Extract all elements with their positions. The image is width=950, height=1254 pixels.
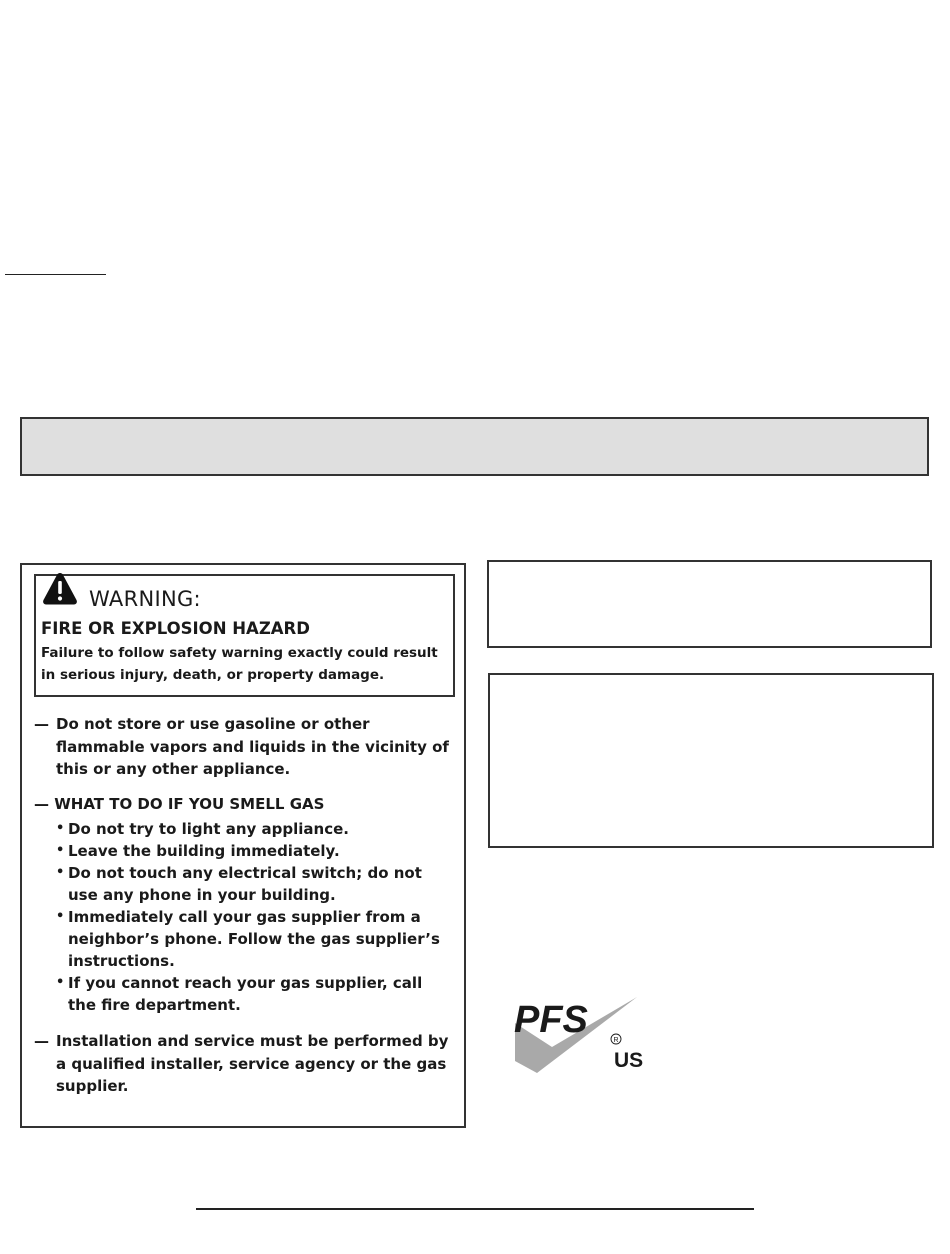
- warning-title: WARNING:: [89, 587, 201, 611]
- smell-gas-heading: — WHAT TO DO IF YOU SMELL GAS: [34, 795, 325, 813]
- dash-marker: —: [34, 1032, 49, 1050]
- list-item: • Do not try to light any appliance.: [56, 818, 452, 840]
- warning-triangle-icon: [42, 572, 78, 606]
- region-text: US: [614, 1049, 644, 1072]
- gray-banner: [20, 417, 929, 476]
- info-box-top: [487, 560, 932, 648]
- list-item: • Leave the building immediately.: [56, 840, 452, 862]
- info-box-middle: [488, 673, 934, 848]
- list-item: • If you cannot reach your gas supplier, call the fire department.: [56, 972, 452, 1016]
- list-item: • Immediately call your gas supplier from a neighbor’s phone. Follow the gas supplier’s instructions.: [56, 906, 452, 972]
- top-short-rule: [5, 274, 106, 275]
- list-item: • Do not touch any electrical switch; do not use any phone in your building.: [56, 862, 452, 906]
- smell-gas-steps: [56, 818, 452, 1016]
- warning-item-text: Do not store or use gasoline or other flammable vapors and liquids in the vicinity of this or any other appliance.: [56, 715, 449, 778]
- dash-marker: —: [34, 715, 49, 733]
- warning-item-vapors: [34, 713, 454, 781]
- hazard-heading: FIRE OR EXPLOSION HAZARD: [41, 619, 310, 638]
- registered-mark: R: [613, 1037, 619, 1044]
- pfs-certification-logo: [512, 995, 644, 1075]
- hazard-description: Failure to follow safety warning exactly could result in serious injury, death, or property damage.: [41, 645, 438, 683]
- warning-item-text: Installation and service must be performed by a qualified installer, service agency or the gas supplier.: [56, 1032, 449, 1095]
- bottom-rule: [196, 1208, 754, 1210]
- pfs-brand-text: PFS: [514, 999, 588, 1041]
- warning-item-installation: [34, 1030, 454, 1098]
